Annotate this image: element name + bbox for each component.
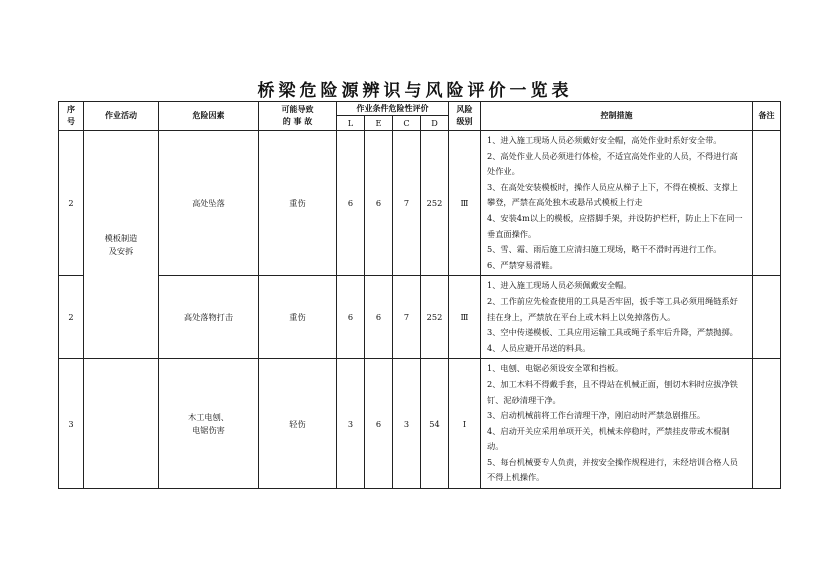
cell-activity [84, 359, 159, 489]
cell-hazard: 高处落物打击 [159, 276, 259, 359]
measure-item: 1、进入施工现场人员必须戴好安全帽，高处作业时系好安全带。 [487, 135, 722, 145]
cell-seq: 2 [59, 131, 84, 276]
cell-e: 6 [365, 359, 393, 489]
cell-notes [753, 359, 781, 489]
header-risk-level: 风险 级别 [449, 102, 481, 131]
measure-item: 6、严禁穿易滑鞋。 [487, 259, 558, 270]
table-row [59, 131, 781, 276]
measure-item: 3、在高处安装模板时，操作人员应从梯子上下，不得在模板、支撑上攀登，严禁在高处独木或悬吊式模板上行走 [487, 181, 738, 208]
header-hazard: 危险因素 [159, 102, 259, 131]
cell-l: 6 [337, 276, 365, 359]
cell-l: 3 [337, 359, 365, 489]
cell-l: 6 [337, 131, 365, 276]
cell-measures [481, 276, 753, 359]
measure-item: 2、工作前应先检查使用的工具是否牢固，扳手等工具必须用绳链系好挂在身上，严禁放在平台上或木料上以免掉落伤人。 [487, 295, 738, 322]
header-measures: 控制措施 [481, 102, 753, 131]
header-seq: 序 号 [59, 102, 84, 131]
measure-item: 2、加工木料不得戴手套，且不得站在机械正面，刨切木料时应拔净铁钉、泥砂清理干净。 [487, 378, 738, 405]
cell-d: 252 [421, 131, 449, 276]
measure-item: 5、每台机械要专人负责，并按安全操作规程进行，未经培训合格人员不得上机操作。 [487, 456, 738, 483]
cell-d: 54 [421, 359, 449, 489]
cell-risk-level: Ⅲ [449, 131, 481, 276]
cell-c: 7 [393, 131, 421, 276]
measure-item: 3、空中传递模板、工具应用运输工具或绳子系牢后升降，严禁抛掷。 [487, 327, 738, 338]
cell-e: 6 [365, 276, 393, 359]
measure-item: 2、高处作业人员必须进行体检，不适宜高处作业的人员，不得进行高处作业。 [487, 150, 738, 177]
measure-item: 3、启动机械前将工作台清理干净，刚启动时严禁急剧推压。 [487, 410, 706, 421]
measure-item: 5、雪、霜、雨后施工应清扫施工现场，略干不滑时再进行工作。 [487, 244, 722, 255]
table-row [59, 276, 781, 359]
header-activity: 作业活动 [84, 102, 159, 131]
cell-accident: 重伤 [259, 131, 337, 276]
measure-item: 1、进入施工现场人员必须佩戴安全帽。 [487, 280, 632, 291]
risk-assessment-table [58, 101, 781, 489]
cell-risk-level: Ⅰ [449, 359, 481, 489]
header-notes: 备注 [753, 102, 781, 131]
cell-accident: 重伤 [259, 276, 337, 359]
header-e: E [365, 116, 393, 131]
measure-item: 4、启动开关应采用单项开关，机械未停稳时，严禁挂皮带或木棍制动。 [487, 425, 730, 452]
cell-c: 3 [393, 359, 421, 489]
header-l: L [337, 116, 365, 131]
cell-hazard: 高处坠落 [159, 131, 259, 276]
cell-risk-level: Ⅲ [449, 276, 481, 359]
cell-e: 6 [365, 131, 393, 276]
cell-seq: 2 [59, 276, 84, 359]
cell-measures [481, 131, 753, 276]
header-accident: 可能导致 的 事 故 [259, 102, 337, 131]
cell-activity: 模板制造 及安拆 [84, 131, 159, 359]
header-c: C [393, 116, 421, 131]
table-row [59, 359, 781, 489]
header-d: D [421, 116, 449, 131]
cell-notes [753, 131, 781, 276]
cell-accident: 轻伤 [259, 359, 337, 489]
measure-item: 4、人员应避开吊送的料具。 [487, 342, 591, 353]
page-title: 桥梁危险源辨识与风险评价一览表 [257, 81, 573, 101]
cell-hazard: 木工电刨、 电锯伤害 [159, 359, 259, 489]
header-row-1 [59, 102, 781, 116]
cell-notes [753, 276, 781, 359]
measure-item: 4、安装4m以上的模板，应搭脚手架，并设防护栏杆，防止上下在同一垂直面操作。 [487, 212, 743, 239]
header-evaluation: 作业条件危险性评价 [337, 102, 449, 116]
cell-seq: 3 [59, 359, 84, 489]
cell-measures [481, 359, 753, 489]
measure-item: 1、电刨、电锯必须设安全罩和挡板。 [487, 363, 624, 374]
cell-d: 252 [421, 276, 449, 359]
cell-c: 7 [393, 276, 421, 359]
